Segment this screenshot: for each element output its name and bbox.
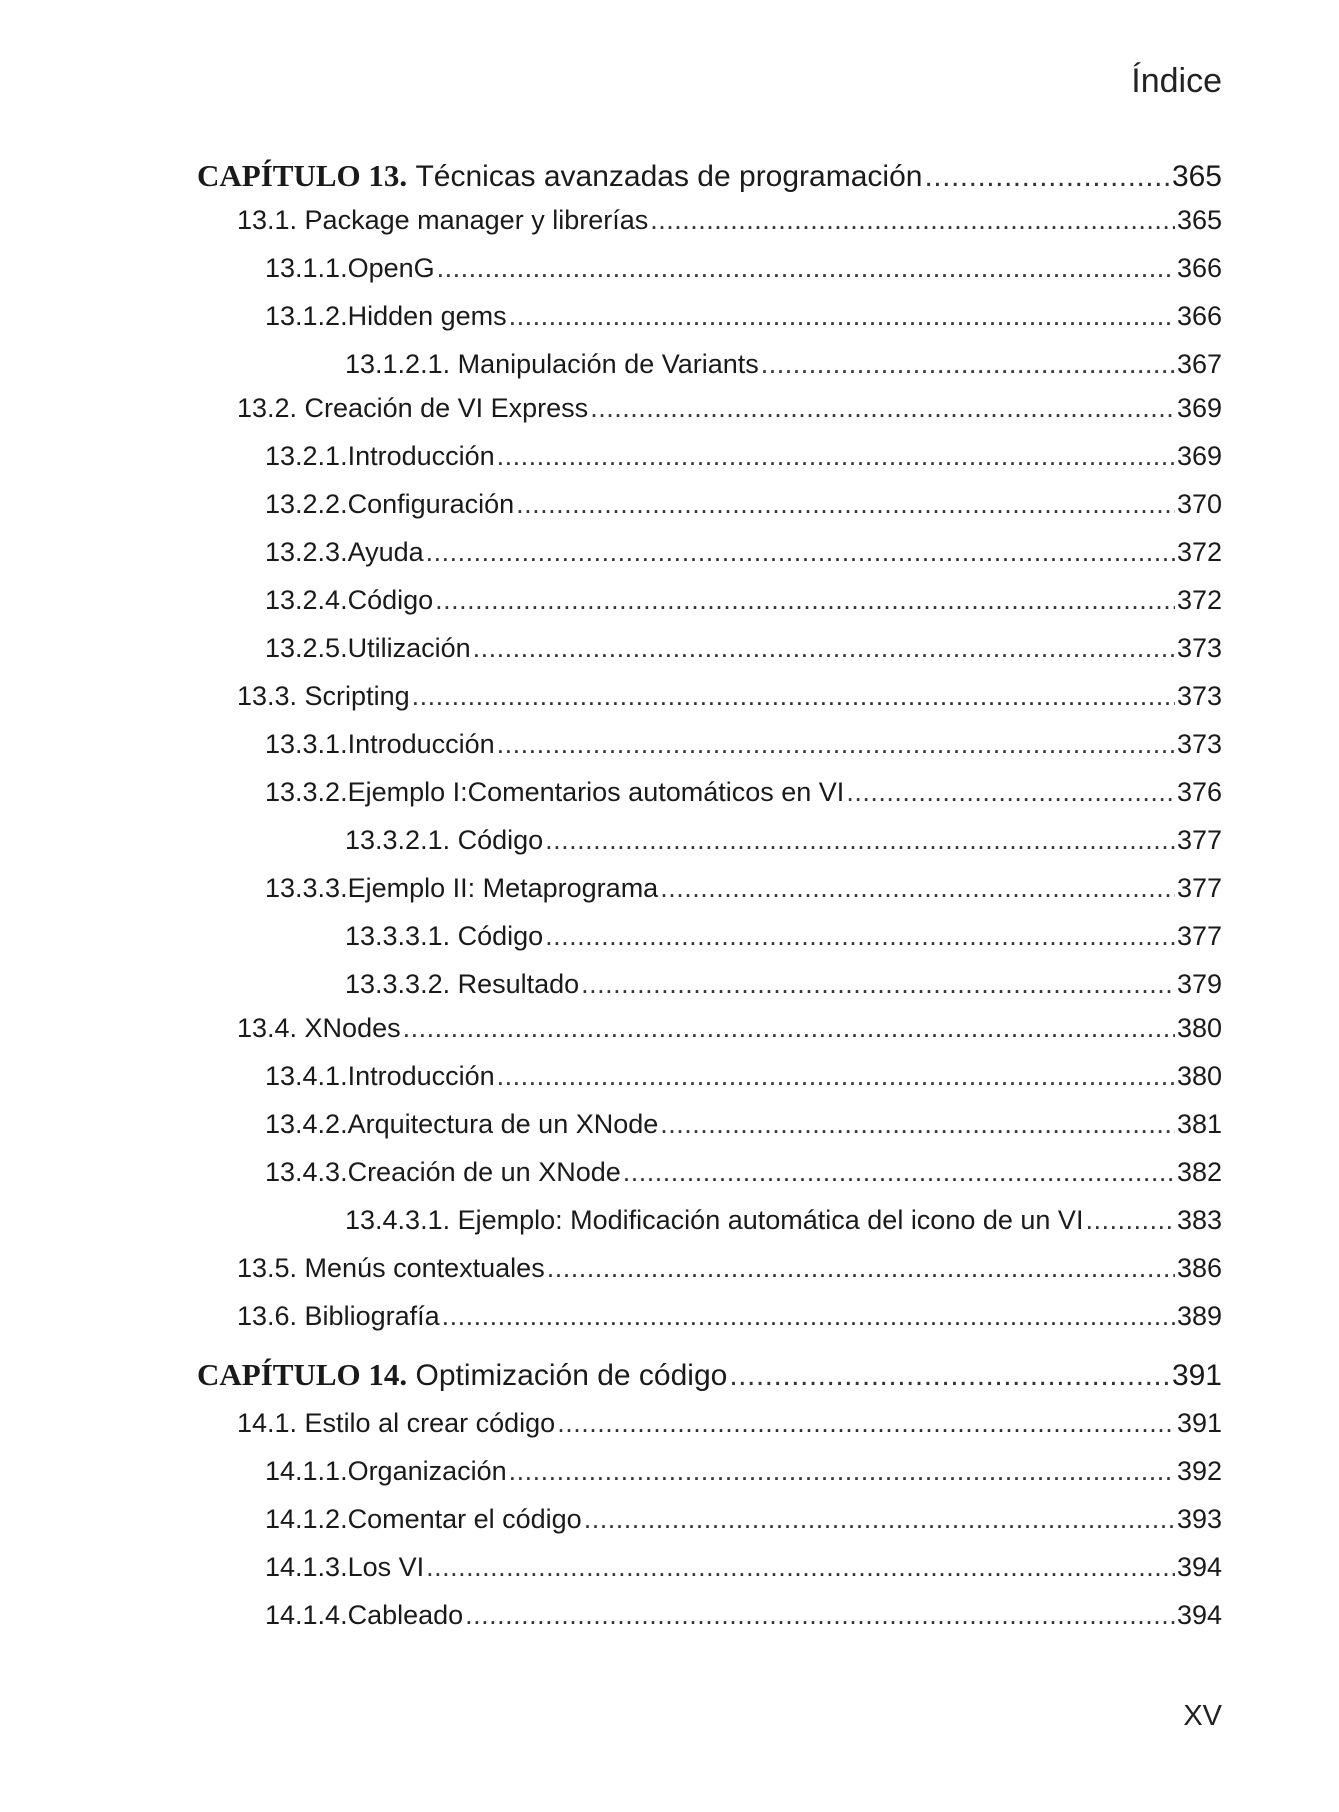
toc-entry	[265, 1456, 1222, 1487]
toc-dot-leader	[435, 585, 1175, 616]
toc-entry-title: 13.1.1.OpenG	[265, 253, 435, 283]
toc-entry	[237, 1013, 1222, 1044]
toc-entry	[237, 393, 1222, 424]
toc-entry	[345, 825, 1222, 856]
toc-page-number: 393	[1176, 1504, 1222, 1534]
toc-entry-title: 13.6. Bibliografía	[237, 1301, 440, 1331]
toc-page-number: 365	[1176, 205, 1222, 235]
toc-entry	[345, 1205, 1222, 1236]
toc-entry	[265, 301, 1222, 332]
toc-dot-leader	[581, 969, 1175, 1000]
toc-entry-title: 13.4. XNodes	[237, 1013, 401, 1043]
toc-entry-title: 14.1.3.Los VI	[265, 1552, 425, 1582]
toc-chapter-title: Optimización de código	[415, 1359, 728, 1392]
toc-page-number: 383	[1176, 1205, 1222, 1235]
toc-page-number: 373	[1176, 729, 1222, 759]
toc-page-number: 377	[1176, 921, 1222, 951]
toc-page-number: 382	[1176, 1157, 1222, 1187]
toc-entry-title: 13.1.2.1. Manipulación de Variants	[345, 349, 759, 379]
toc-chapter-label	[197, 1357, 727, 1393]
toc-entry-title: 13.2. Creación de VI Express	[237, 393, 589, 423]
toc-dot-leader	[650, 205, 1175, 236]
toc-page-number: 386	[1176, 1253, 1222, 1283]
toc-page-number: 392	[1176, 1456, 1222, 1486]
toc-dot-leader	[516, 489, 1175, 520]
toc-dot-leader	[590, 393, 1175, 424]
toc-entry	[265, 1504, 1222, 1535]
toc-entry-title: 13.3.1.Introducción	[265, 729, 495, 759]
toc-dot-leader	[465, 1600, 1175, 1631]
toc-entry-title: 13.2.4.Código	[265, 585, 434, 615]
toc-entry	[345, 921, 1222, 952]
toc-dot-leader	[660, 873, 1175, 904]
toc-entry	[265, 1061, 1222, 1092]
toc-dot-leader	[509, 301, 1175, 332]
toc-entry	[345, 969, 1222, 1000]
toc-page-number: 394	[1176, 1552, 1222, 1582]
toc-entry-title: 13.3.3.1. Código	[345, 921, 544, 951]
toc-page-number: 380	[1176, 1013, 1222, 1043]
toc-dot-leader	[547, 1253, 1175, 1284]
toc-dot-leader	[545, 921, 1175, 952]
toc-dot-leader	[473, 633, 1175, 664]
toc-chapter-entry	[197, 1357, 1222, 1393]
toc-entry-title: 14.1.4.Cableado	[265, 1600, 464, 1630]
toc-entry-title: 13.2.2.Configuración	[265, 489, 515, 519]
toc-dot-leader	[584, 1504, 1175, 1535]
toc-dot-leader	[729, 1359, 1170, 1393]
toc-entry	[265, 1600, 1222, 1631]
toc-dot-leader	[660, 1109, 1175, 1140]
toc-page-number: 370	[1176, 489, 1222, 519]
toc-dot-leader	[846, 777, 1175, 808]
toc-entry-title: 13.1.2.Hidden gems	[265, 301, 507, 331]
toc-page-number: 367	[1176, 349, 1222, 379]
toc-page-number: 373	[1176, 633, 1222, 663]
toc-chapter-title: Técnicas avanzadas de programación	[415, 160, 923, 193]
page-number: XV	[1183, 1700, 1222, 1732]
toc-entry-title: 13.3.3.Ejemplo II: Metaprograma	[265, 873, 659, 903]
toc-dot-leader	[509, 1456, 1175, 1487]
toc-page-number: 394	[1176, 1600, 1222, 1630]
toc-entry-title: 13.4.3.1. Ejemplo: Modificación automática del icono de un VI	[345, 1205, 1084, 1235]
page-header-title: Índice	[1131, 62, 1222, 100]
toc-page-number: 380	[1176, 1061, 1222, 1091]
toc-entry	[265, 1157, 1222, 1188]
toc-entry-title: 13.3.2.1. Código	[345, 825, 544, 855]
toc-entry	[265, 1109, 1222, 1140]
toc-dot-leader	[442, 1301, 1175, 1332]
toc-entry-title: 13.4.2.Arquitectura de un XNode	[265, 1109, 659, 1139]
toc-entry	[265, 777, 1222, 808]
toc-page-number: 381	[1176, 1109, 1222, 1139]
toc-entry-title: 14.1.1.Organización	[265, 1456, 507, 1486]
toc-dot-leader	[761, 349, 1175, 380]
toc-dot-leader	[557, 1408, 1175, 1439]
toc-dot-leader	[497, 1061, 1175, 1092]
toc-entry-title: 13.4.1.Introducción	[265, 1061, 495, 1091]
toc-page-number: 372	[1176, 537, 1222, 567]
toc-entry-title: 13.3.3.2. Resultado	[345, 969, 580, 999]
toc-dot-leader	[924, 160, 1170, 194]
toc-entry	[265, 441, 1222, 472]
toc-dot-leader	[403, 1013, 1175, 1044]
toc-entry-title: 13.1. Package manager y librerías	[237, 205, 649, 235]
toc-entry-title: 14.1. Estilo al crear código	[237, 1408, 556, 1438]
toc-dot-leader	[1085, 1205, 1174, 1236]
toc-page-number: 369	[1176, 393, 1222, 423]
toc-entry	[345, 349, 1222, 380]
toc-chapter-number: CAPÍTULO 14.	[197, 1357, 408, 1392]
toc-entry	[265, 1552, 1222, 1583]
toc-page-number: 389	[1176, 1301, 1222, 1331]
toc-dot-leader	[412, 681, 1175, 712]
toc-dot-leader	[426, 1552, 1175, 1583]
toc-dot-leader	[497, 441, 1175, 472]
toc-entry	[237, 205, 1222, 236]
toc-page-number: 391	[1171, 1359, 1222, 1392]
toc-entry-title: 13.5. Menús contextuales	[237, 1253, 545, 1283]
toc-dot-leader	[426, 537, 1175, 568]
toc-page-number: 379	[1176, 969, 1222, 999]
toc-page-number: 377	[1176, 873, 1222, 903]
toc-entry	[265, 253, 1222, 284]
toc-entry-title: 13.4.3.Creación de un XNode	[265, 1157, 621, 1187]
toc-page-number: 366	[1176, 253, 1222, 283]
toc-entry-title: 13.2.5.Utilización	[265, 633, 471, 663]
toc-dot-leader	[545, 825, 1175, 856]
toc-entry	[265, 585, 1222, 616]
toc-entry	[265, 633, 1222, 664]
toc-entry	[265, 489, 1222, 520]
toc-entry-title: 13.3.2.Ejemplo I:Comentarios automáticos en VI	[265, 777, 845, 807]
toc-page-number: 377	[1176, 825, 1222, 855]
toc-dot-leader	[437, 253, 1175, 284]
toc-page-number: 376	[1176, 777, 1222, 807]
toc-chapter-number: CAPÍTULO 13.	[197, 158, 408, 193]
toc-entry-title: 13.2.3.Ayuda	[265, 537, 424, 567]
toc-dot-leader	[497, 729, 1175, 760]
toc-page-number: 373	[1176, 681, 1222, 711]
toc-page-number: 369	[1176, 441, 1222, 471]
toc-entry	[265, 537, 1222, 568]
toc-entry-title: 13.2.1.Introducción	[265, 441, 495, 471]
toc-page-number: 365	[1171, 160, 1222, 193]
toc-dot-leader	[623, 1157, 1175, 1188]
toc-entry	[237, 1253, 1222, 1284]
toc-entry	[265, 873, 1222, 904]
toc-entry-title: 14.1.2.Comentar el código	[265, 1504, 582, 1534]
toc-entry-title: 13.3. Scripting	[237, 681, 410, 711]
toc-entry	[265, 729, 1222, 760]
toc-chapter-label	[197, 158, 922, 194]
toc-page-number: 366	[1176, 301, 1222, 331]
toc-page-number: 391	[1176, 1408, 1222, 1438]
toc-page-number: 372	[1176, 585, 1222, 615]
toc-entry	[237, 681, 1222, 712]
toc-chapter-entry	[197, 158, 1222, 194]
toc-entry	[237, 1408, 1222, 1439]
toc-entry	[237, 1301, 1222, 1332]
